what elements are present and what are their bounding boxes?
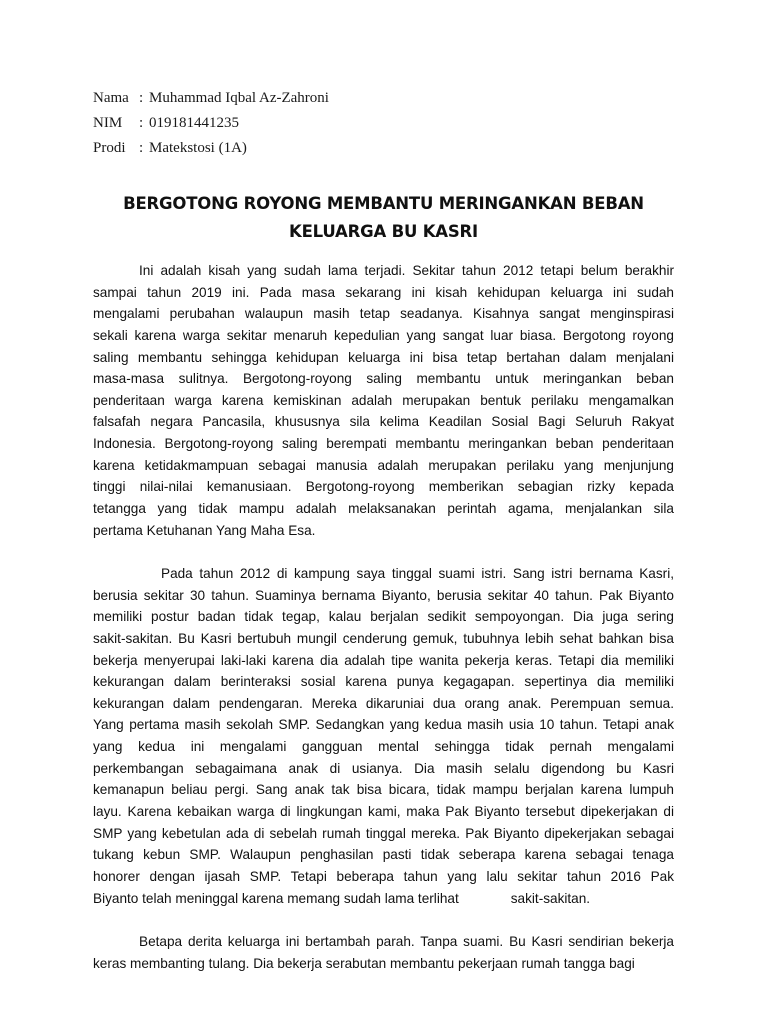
body-line: kemanapun beliau pergi. Sang anak tak bisa bicara, tidak mampu berjalan karena lumpuh — [93, 782, 674, 798]
title-line: BERGOTONG ROYONG MEMBANTU MERINGANKAN BEBAN — [123, 194, 644, 213]
title-line: KELUARGA BU KASRI — [288, 222, 478, 241]
body-line: berusia sekitar 30 tahun. Suaminya bernama Biyanto, berusia sekitar 40 tahun. Pak Biyanto — [93, 587, 674, 603]
identity-value: 019181441235 — [149, 115, 239, 131]
body-line: Indonesia. Bergotong-royong saling berempati membantu meringankan beban penderitaan — [93, 436, 674, 452]
body-line — [93, 888, 674, 910]
body-line: pertama Ketuhanan Yang Maha Esa. — [93, 522, 316, 538]
body-paragraph — [93, 260, 674, 541]
body-line: Betapa derita keluarga ini bertambah parah. Tanpa suami. Bu Kasri sendirian bekerja — [139, 933, 674, 949]
identity-label: Nama — [93, 90, 129, 106]
identity-value: Matekstosi (1A) — [149, 140, 247, 156]
body-line: honorer dengan ijasah SMP. Tetapi beberapa tahun yang lalu sekitar tahun 2016 Pak — [93, 868, 674, 884]
body-line: saling membantu sehingga kehidupan keluarga ini bisa tetap bertahan dalam menjalani — [93, 349, 674, 365]
body-line: kekurangan dalam pendengaran. Mereka dikaruniai dua orang anak. Perempuan semua. — [93, 695, 674, 711]
body-line: perkembangan sebagaimana anak di usianya. Dia masih selalu digendong bu Kasri — [93, 760, 674, 776]
student-identity — [93, 86, 329, 161]
identity-label: NIM — [93, 115, 123, 131]
body-line: SMP yang kebetulan ada di sebelah rumah tinggal mereka. Pak Biyanto dipekerjakan sebagai — [93, 825, 674, 841]
identity-row-nim — [93, 111, 329, 136]
body-line: Yang pertama masih sekolah SMP. Sedangkan yang kedua masih usia 10 tahun. Tetapi anak — [93, 717, 674, 733]
body-line: karena ketidakmampuan sebagai manusia adalah merupakan perilaku yang menjunjung — [93, 457, 674, 473]
body-line: Pada tahun 2012 di kampung saya tinggal suami istri. Sang istri bernama Kasri, — [161, 565, 674, 581]
body-paragraph — [93, 563, 674, 909]
body-line: sakit-sakitan. Bu Kasri bertubuh mungil cenderung gemuk, tubuhnya lebih sehat bahkan bisa — [93, 630, 674, 646]
body-line: tukang kebun SMP. Walaupun penghasilan pasti tidak seberapa karena sebagai tenaga — [93, 847, 674, 863]
body-line: bekerja menyerupai laki-laki karena dia adalah tipe wanita pekerja keras. Tetapi dia memiliki — [93, 652, 674, 668]
body-line: falsafah negara Pancasila, khususnya sila kelima Keadilan Sosial Bagi Seluruh Rakyat — [93, 414, 674, 430]
body-line: penderitaan warga karena kemiskinan adalah merupakan bentuk perilaku mengamalkan — [93, 392, 674, 408]
body-line: masa-masa sulitnya. Bergotong-royong saling membantu untuk meringankan beban — [93, 371, 674, 387]
body-line-text: Biyanto telah meninggal karena memang sudah lama terlihat — [93, 890, 459, 906]
identity-label: Prodi — [93, 140, 126, 156]
body-line: memiliki postur badan tidak tegap, kalau berjalan sedikit sempoyongan. Dia juga sering — [93, 609, 674, 625]
body-line: tinggi nilai-nilai kemanusiaan. Bergotong-royong memberikan sebagian rizky kepada — [93, 479, 674, 495]
identity-row-name — [93, 86, 329, 111]
document-title — [93, 190, 674, 246]
identity-row-prodi — [93, 136, 329, 161]
body-line: layu. Karena kebaikan warga di lingkungan kami, maka Pak Biyanto tersebut dipekerjakan di — [93, 804, 674, 820]
identity-separator: : — [139, 90, 144, 106]
body-line: yang kedua ini mengalami gangguan mental sehingga tidak pernah mengalami — [93, 739, 674, 755]
body-line: keras membanting tulang. Dia bekerja serabutan membantu pekerjaan rumah tangga bagi — [93, 955, 635, 971]
document-body — [93, 260, 674, 974]
body-line: Ini adalah kisah yang sudah lama terjadi. Sekitar tahun 2012 tetapi belum berakhir — [139, 263, 674, 278]
body-line: sekali karena warga sekitar menaruh kepedulian yang sangat luar biasa. Bergotong royong — [93, 327, 674, 343]
identity-value: Muhammad Iqbal Az-Zahroni — [149, 90, 329, 106]
body-line: tetangga yang tidak mampu adalah melaksanakan perintah agama, menjalankan sila — [93, 501, 674, 517]
identity-separator: : — [139, 115, 144, 131]
body-line: mengalami perubahan walaupun masih tetap seadanya. Kisahnya sangat menginspirasi — [93, 306, 674, 322]
body-line: sampai tahun 2019 ini. Pada masa sekarang ini kisah kehidupan keluarga ini sudah — [93, 284, 674, 300]
body-line-tail: sakit-sakitan. — [510, 890, 591, 906]
body-paragraph — [93, 931, 674, 974]
identity-separator: : — [139, 140, 144, 156]
body-line: kekurangan dalam berinteraksi sosial karena punya kegagapan. sepertinya dia memiliki — [93, 674, 674, 690]
